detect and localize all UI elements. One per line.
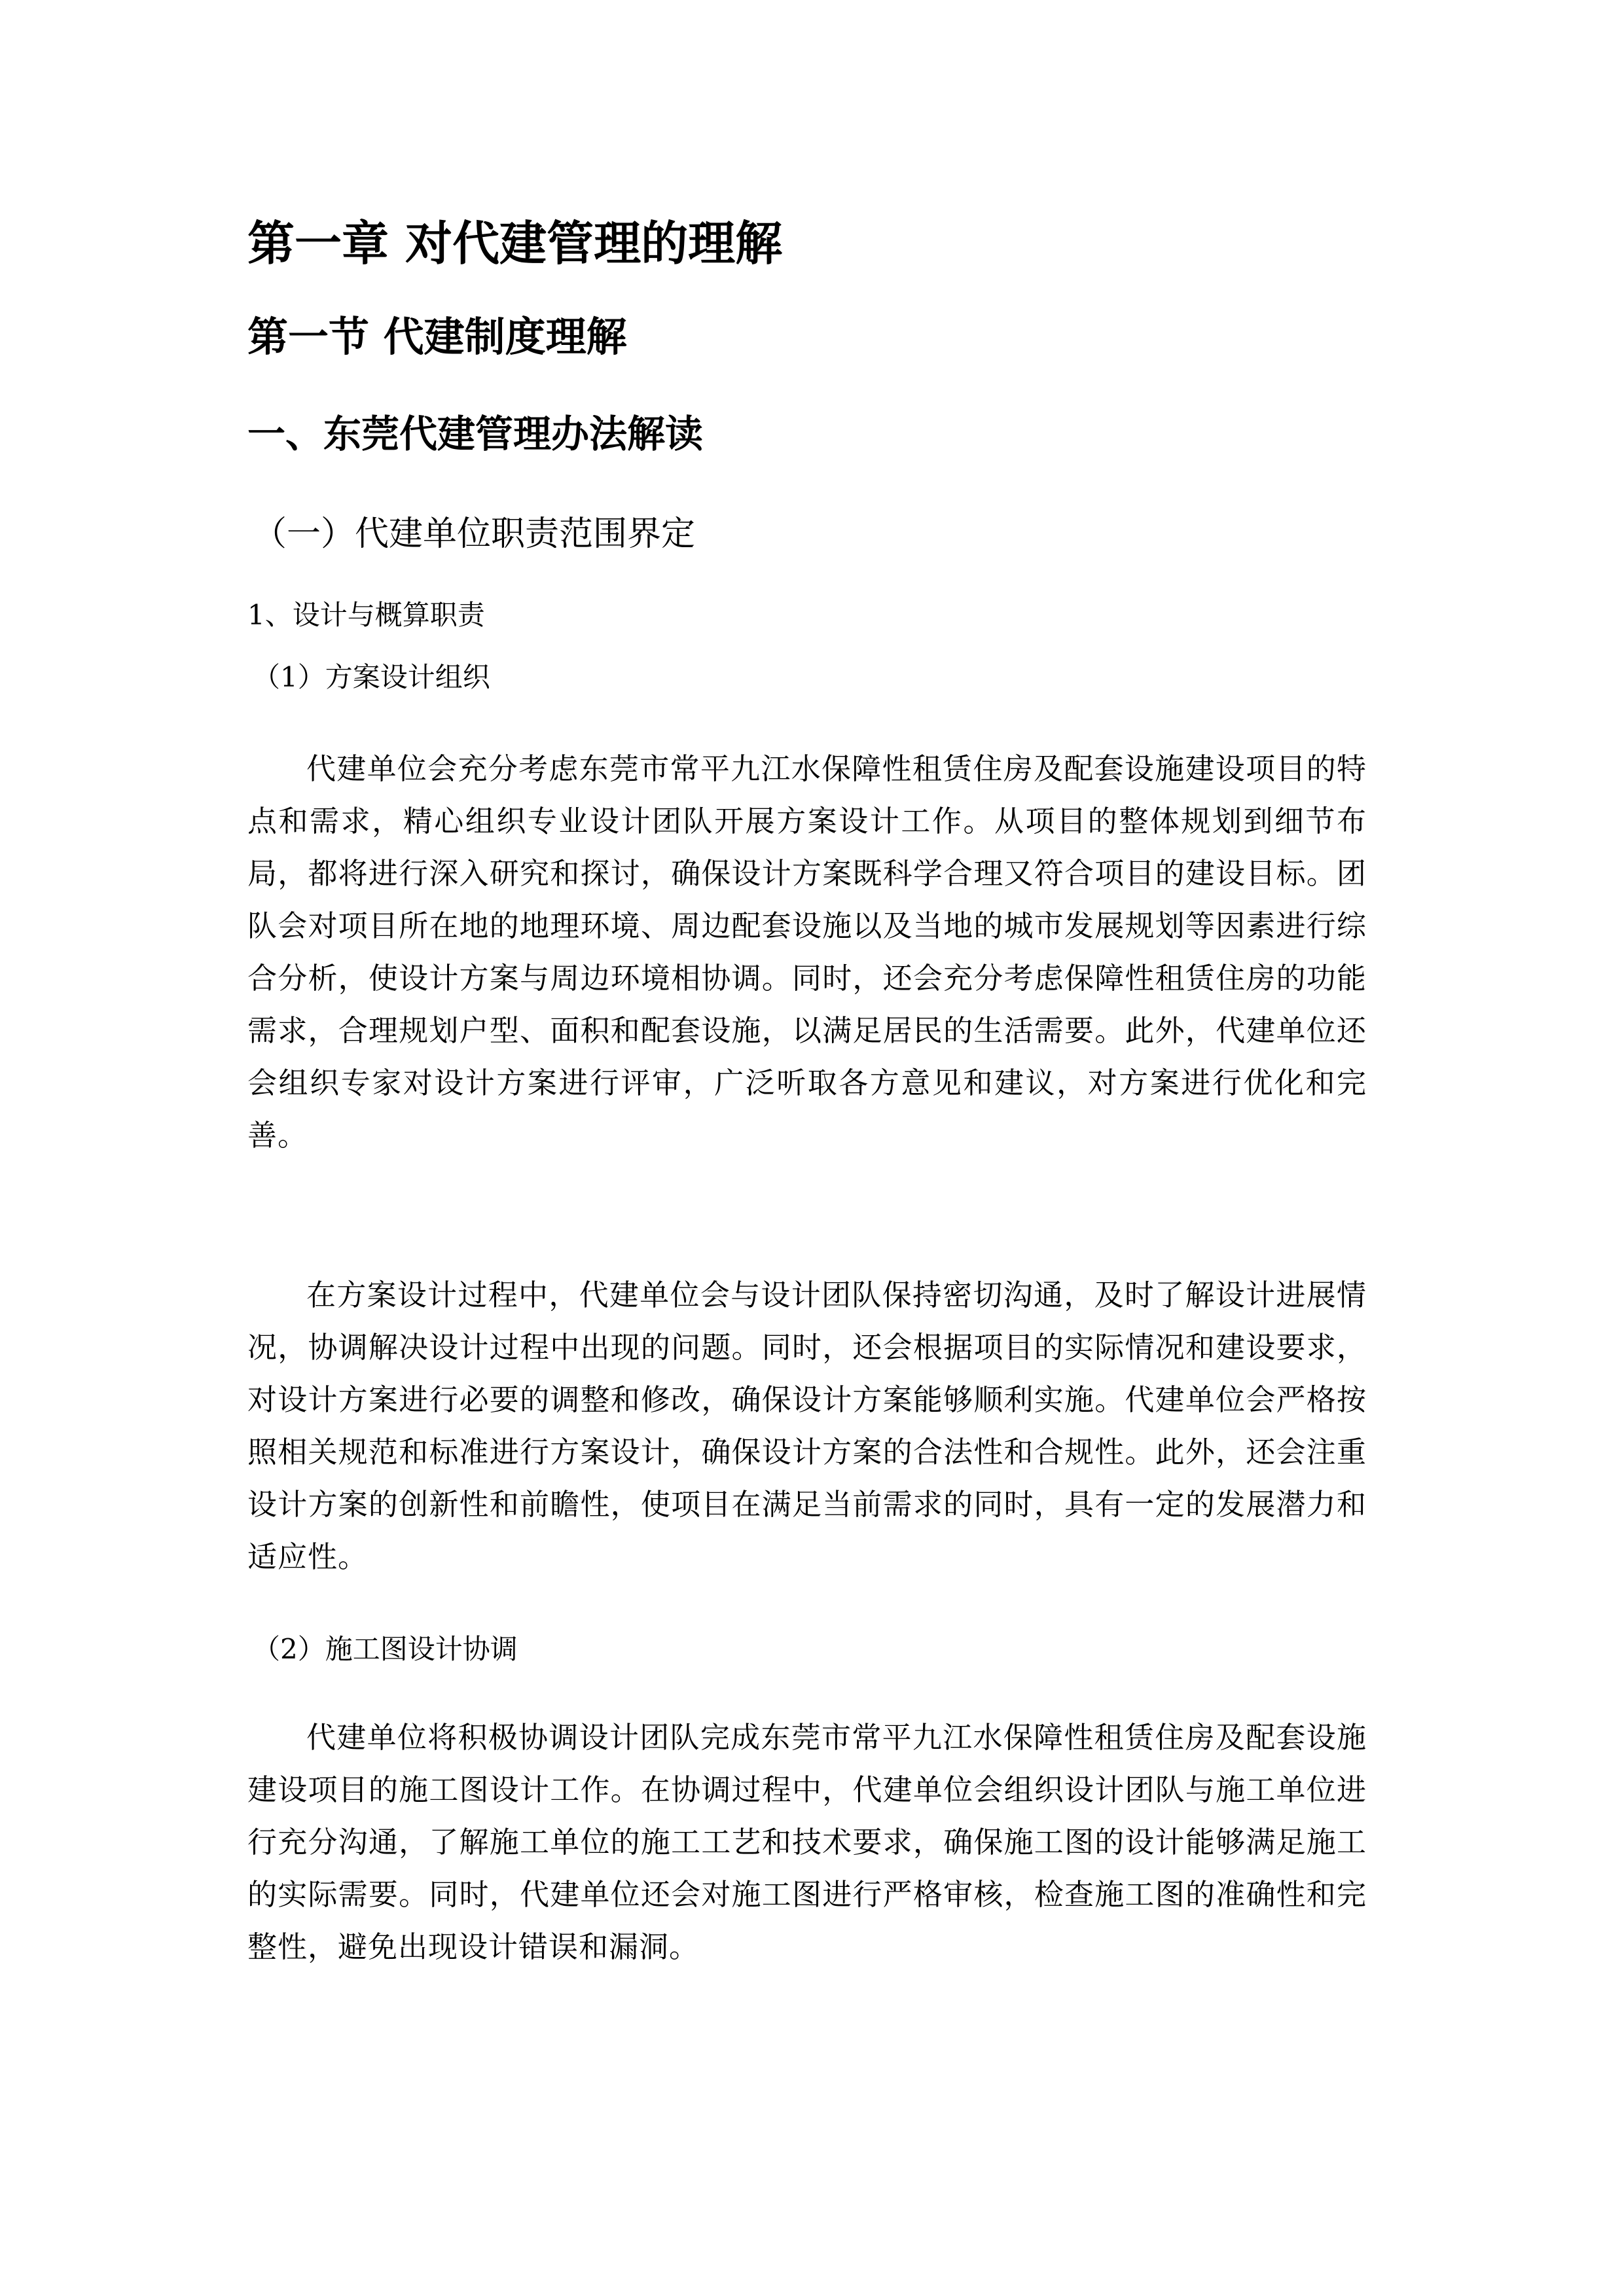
subsection-title: 一、东莞代建管理办法解读 bbox=[247, 412, 704, 456]
chapter-title: 第一章 对代建管理的理解 bbox=[247, 216, 783, 271]
paragraph-construction-drawing: 代建单位将积极协调设计团队完成东莞市常平九江水保障性租赁住房及配套设施建设项目的施工图设计工作。在协调过程中，代建单位会组织设计团队与施工单位进行充分沟通，了解施工单位的施工工艺和技术要求，确保施工图的设计能够满足施工的实际需要。同时，代建单位还会对施工图进行严格审核，检查施工图的准确性和完整性，避免出现设计错误和漏洞。 bbox=[247, 1720, 1367, 1964]
item-scheme-design: （1）方案设计组织 bbox=[253, 661, 490, 693]
item-design-budget-duties: 1、设计与概算职责 bbox=[247, 599, 485, 631]
part-title: （一）代建单位职责范围界定 bbox=[253, 514, 696, 554]
paragraph-scheme-design-1: 代建单位会充分考虑东莞市常平九江水保障性租赁住房及配套设施建设项目的特点和需求，精心组织专业设计团队开展方案设计工作。从项目的整体规划到细节布局，都将进行深入研究和探讨，确保设计方案既科学合理又符合项目的建设目标。团队会对项目所在地的地理环境、周边配套设施以及当地的城市发展规划等因素进行综合分析，使设计方案与周边环境相协调。同时，还会充分考虑保障性租赁住房的功能需求，合理规划户型、面积和配套设施，以满足居民的生活需要。此外，代建单位还会组织专家对设计方案进行评审，广泛听取各方意见和建议，对方案进行优化和完善。 bbox=[247, 751, 1367, 1153]
item-construction-drawing: （2）施工图设计协调 bbox=[253, 1633, 518, 1665]
section-title: 第一节 代建制度理解 bbox=[247, 313, 627, 361]
paragraph-scheme-design-2: 在方案设计过程中，代建单位会与设计团队保持密切沟通，及时了解设计进展情况，协调解决设计过程中出现的问题。同时，还会根据项目的实际情况和建设要求，对设计方案进行必要的调整和修改，确保设计方案能够顺利实施。代建单位会严格按照相关规范和标准进行方案设计，确保设计方案的合法性和合规性。此外，还会注重设计方案的创新性和前瞻性，使项目在满足当前需求的同时，具有一定的发展潜力和适应性。 bbox=[247, 1278, 1367, 1574]
